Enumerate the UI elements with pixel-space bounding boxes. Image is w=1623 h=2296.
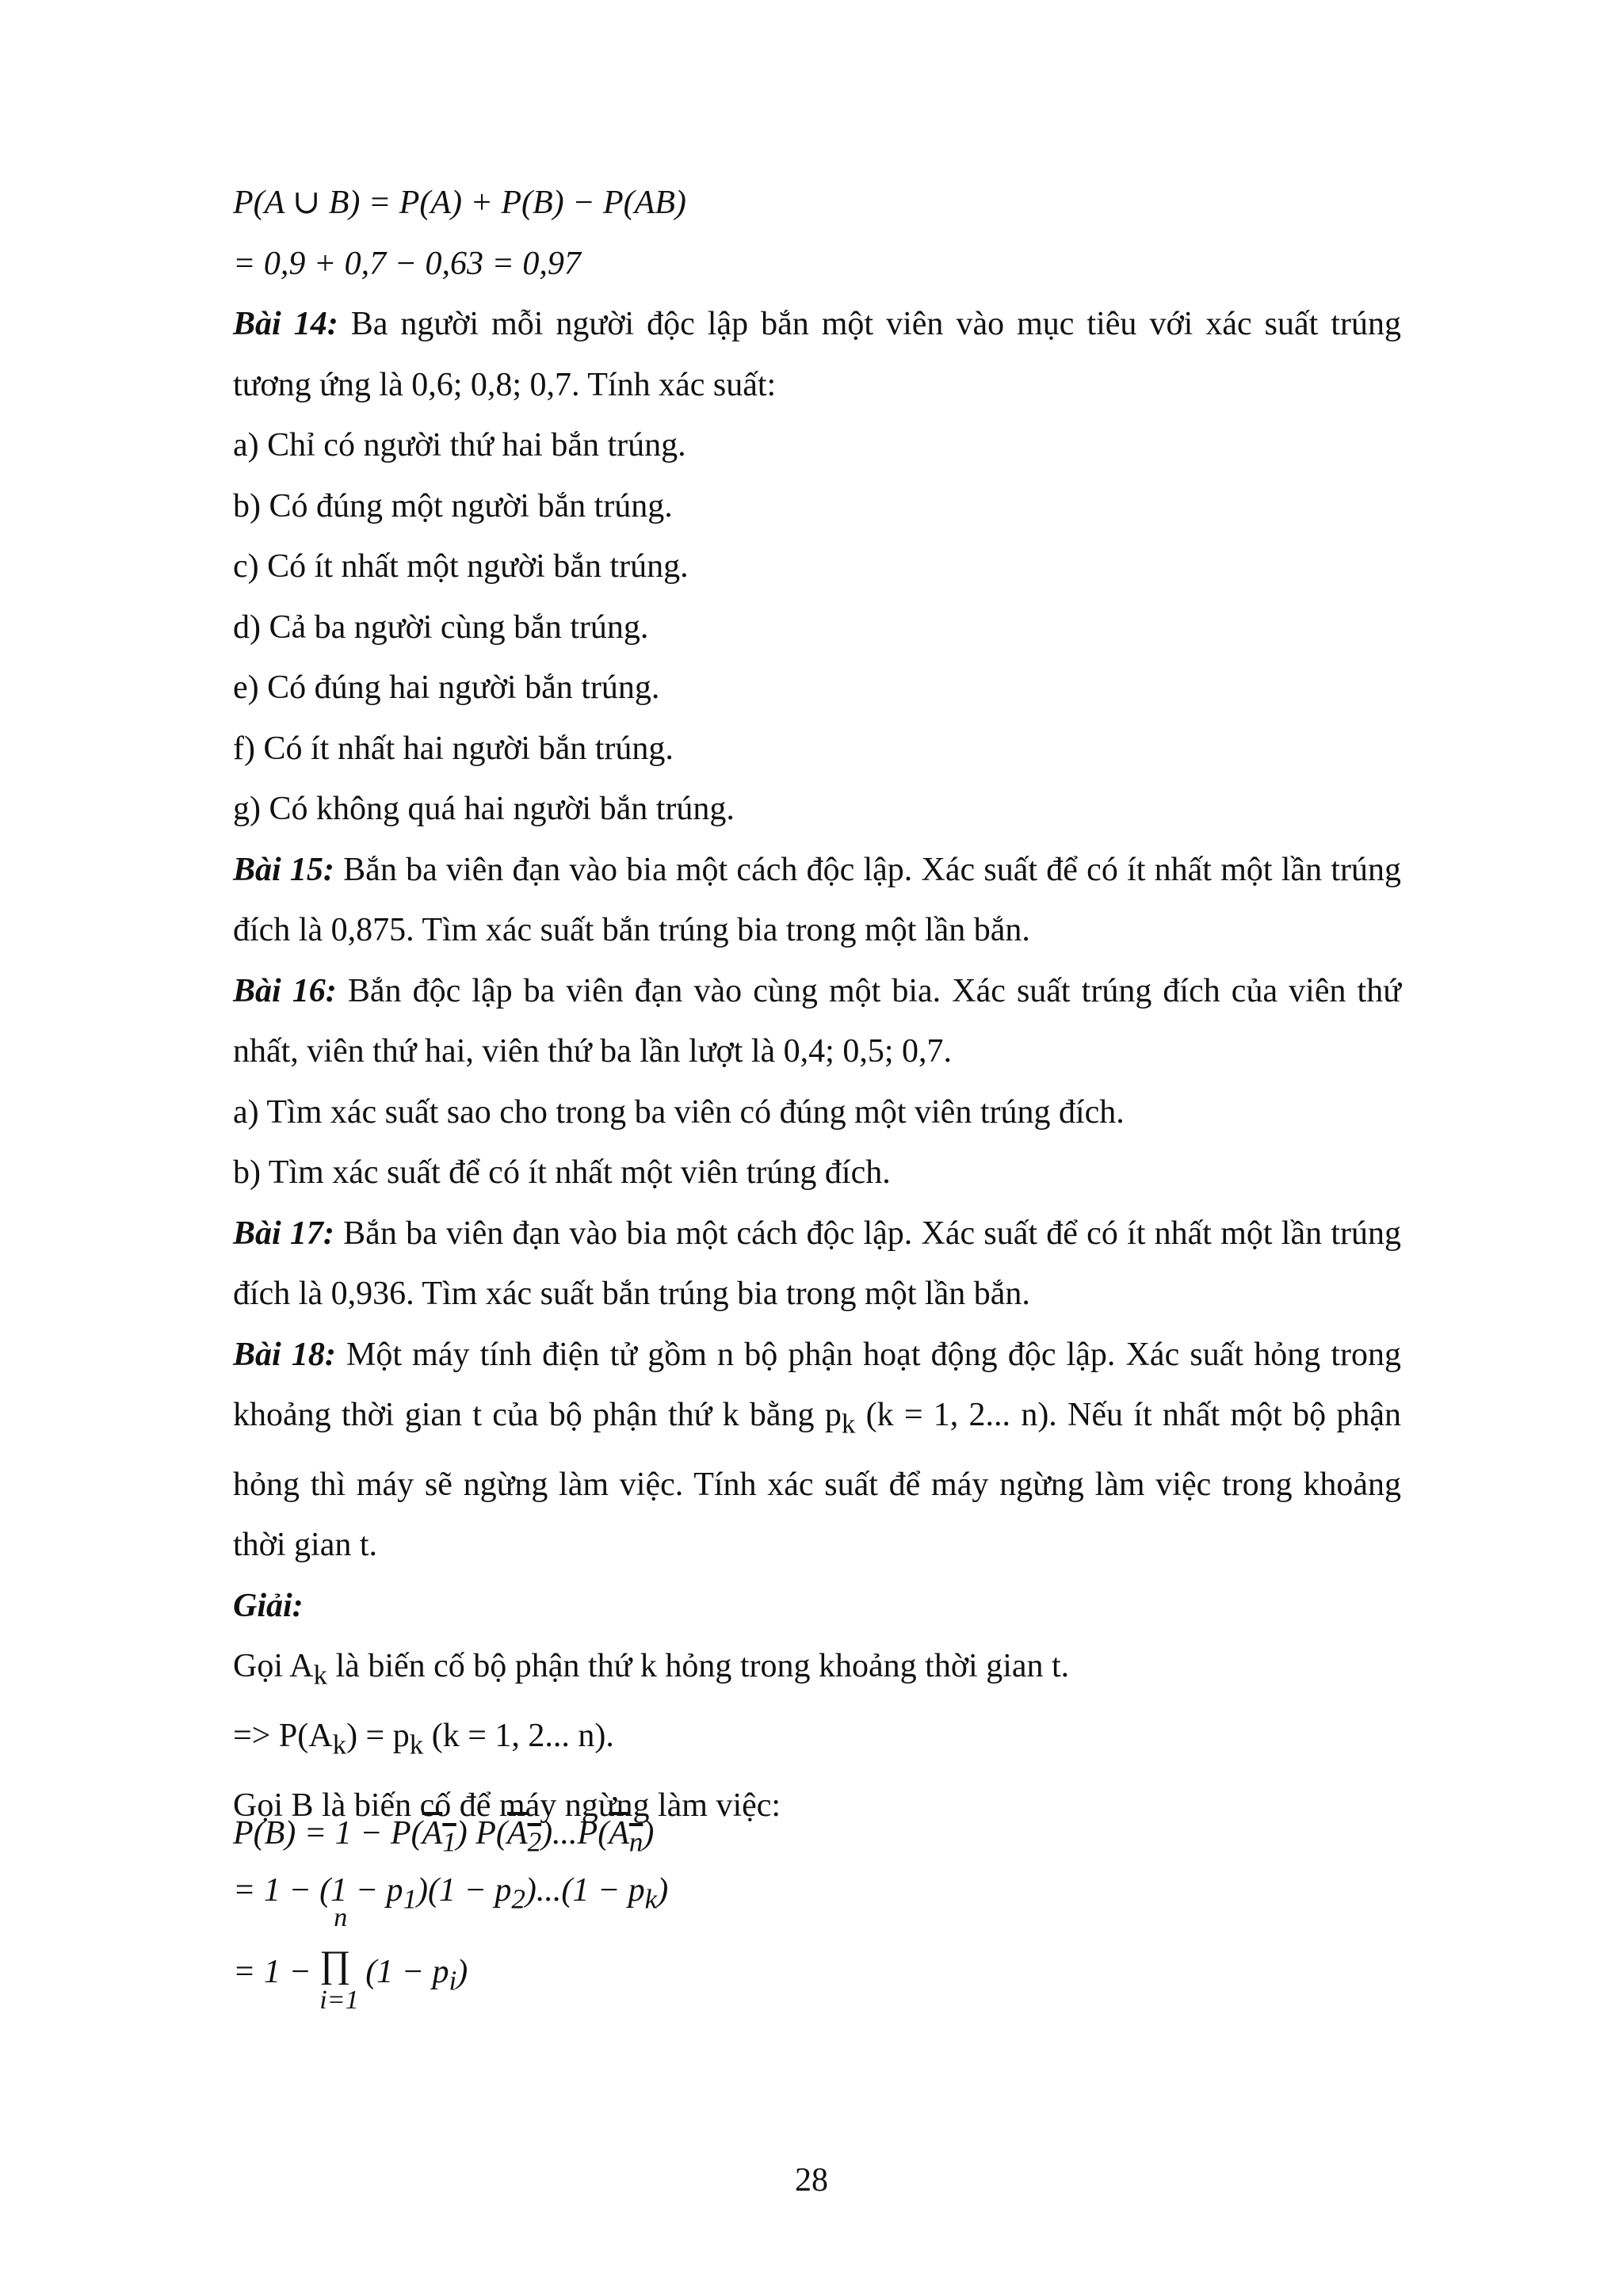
f1-A2: A	[506, 1815, 528, 1852]
bai14-item-f: f) Có ít nhất hai người bắn trúng.	[233, 730, 674, 767]
f3-c: )	[456, 1954, 468, 1990]
f2-sub1: 1	[403, 1883, 418, 1915]
bai16-paragraph	[157, 961, 1401, 1082]
f3-subi: i	[449, 1965, 457, 1997]
bai14-item-d: d) Cả ba người cùng bắn trúng.	[233, 608, 649, 646]
solution-l2-c: (k = 1, 2... n).	[423, 1718, 614, 1755]
bai14-item-a: a) Chỉ có người thứ hai bắn trúng.	[233, 427, 686, 463]
bai14-item-e: e) Có đúng hai người bắn trúng.	[233, 669, 660, 706]
f1-subn: n	[628, 1826, 643, 1858]
f1-sub2: 2	[527, 1826, 542, 1858]
f1-abar2	[506, 1815, 542, 1858]
content-top	[157, 173, 1401, 1836]
product-upper-limit: n	[334, 1903, 348, 1932]
solution-l2-b: ) = p	[346, 1718, 410, 1755]
f1-A1: A	[422, 1815, 443, 1852]
bai18-body-a: Một máy tính điện tử gồm n bộ phận hoạt động độc lập. Xác suất hỏng trong khoảng thời gian t của bộ phận thứ k bằng p	[233, 1336, 1402, 1433]
f2-sub2: 2	[511, 1883, 525, 1915]
bai14-item-c: c) Có ít nhất một người bắn trúng.	[233, 548, 689, 585]
bai16-item-b: b) Tìm xác suất để có ít nhất một viên trúng đích.	[233, 1154, 891, 1191]
f2-b: )(1 − p	[417, 1872, 512, 1909]
bai16-item-a: a) Tìm xác suất sao cho trong ba viên có đúng một viên trúng đích.	[233, 1093, 1125, 1131]
bai14-item-b: b) Có đúng một người bắn trúng.	[233, 487, 673, 524]
f1-An: A	[609, 1815, 629, 1852]
solution-l1-sub: k	[313, 1659, 328, 1691]
bai17-paragraph	[157, 1203, 1401, 1325]
bai15-paragraph	[157, 840, 1401, 961]
bai17-heading: Bài 17:	[233, 1215, 334, 1252]
solution-line3: Gọi B là biến cố để máy ngừng làm việc:	[233, 1787, 781, 1825]
solution-heading: Giải:	[233, 1587, 304, 1624]
formula-final-line1	[233, 1814, 654, 1858]
solution-l1-b: là biến cố bộ phận thứ k hỏng trong khoảng thời gian t.	[327, 1648, 1070, 1685]
solution-line2	[157, 1706, 1401, 1775]
bai16-body: Bắn độc lập ba viên đạn vào cùng một bia. Xác suất trúng đích của viên thứ nhất, viên thứ hai, viên thứ ba lần lượt là 0,4; 0,5; 0,7.	[233, 972, 1401, 1070]
product-symbol: ∏	[319, 1943, 351, 1985]
bai18-body-b: (k = 1, 2... n). Nếu ít nhất một bộ phận hỏng thì máy sẽ ngừng làm việc. Tính xác suất để máy ngừng làm việc trong khoảng thời gian t.	[233, 1397, 1402, 1564]
bai14-heading: Bài 14:	[233, 306, 338, 342]
f1-abar1	[422, 1815, 456, 1858]
solution-l2-a: => P(A	[233, 1718, 333, 1755]
f2-a: = 1 − (1 − p	[233, 1872, 403, 1909]
solution-l1-a: Gọi A	[233, 1648, 314, 1685]
solution-l2-sub1: k	[332, 1729, 347, 1760]
f3-b: (1 − p	[365, 1954, 449, 1990]
f1-abarn	[609, 1815, 643, 1858]
f1-d: )	[643, 1815, 655, 1852]
f1-sub1: 1	[442, 1826, 456, 1858]
bai16-heading: Bài 16:	[233, 972, 337, 1009]
formula-final-line2	[233, 1871, 668, 1915]
page-number: 28	[795, 2162, 828, 2199]
solution-line1	[157, 1636, 1401, 1706]
f1-a: P(B) = 1 − P(	[233, 1815, 422, 1852]
f1-b: ) P(	[456, 1815, 507, 1852]
formula-union-line1: P(A ∪ B) = P(A) + P(B) − P(AB)	[233, 185, 686, 221]
bai15-body: Bắn ba viên đạn vào bia một cách độc lập. Xác suất để có ít nhất một lần trúng đích là 0,875. Tìm xác suất bắn trúng bia trong một lần bắn.	[233, 851, 1402, 948]
formula-final-line3	[233, 1903, 468, 2015]
solution-l2-sub2: k	[409, 1729, 424, 1760]
f2-subk: k	[644, 1883, 658, 1915]
bai14-item-g: g) Có không quá hai người bắn trúng.	[233, 791, 735, 827]
bai18-heading: Bài 18:	[233, 1336, 336, 1373]
bai15-heading: Bài 15:	[233, 851, 334, 888]
product-operator	[319, 1903, 365, 2015]
bai14-body: Ba người mỗi người độc lập bắn một viên vào mục tiêu với xác suất trúng tương ứng là 0,6; 0,8; 0,7. Tính xác suất:	[233, 306, 1401, 403]
bai18-paragraph	[157, 1325, 1401, 1576]
f2-d: )	[657, 1872, 669, 1909]
formula-union-line2: = 0,9 + 0,7 − 0,63 = 0,97	[233, 245, 581, 282]
bai17-body: Bắn ba viên đạn vào bia một cách độc lập. Xác suất để có ít nhất một lần trúng đích là 0,936. Tìm xác suất bắn trúng bia trong một lần bắn.	[233, 1215, 1402, 1312]
f3-a: = 1 −	[233, 1954, 311, 1990]
product-lower-limit: i=1	[319, 1985, 359, 2015]
f2-c: )...(1 − p	[525, 1872, 645, 1909]
f1-c: )...P(	[541, 1815, 609, 1852]
bai14-paragraph	[157, 294, 1401, 415]
bai18-subscript-k: k	[841, 1408, 856, 1440]
